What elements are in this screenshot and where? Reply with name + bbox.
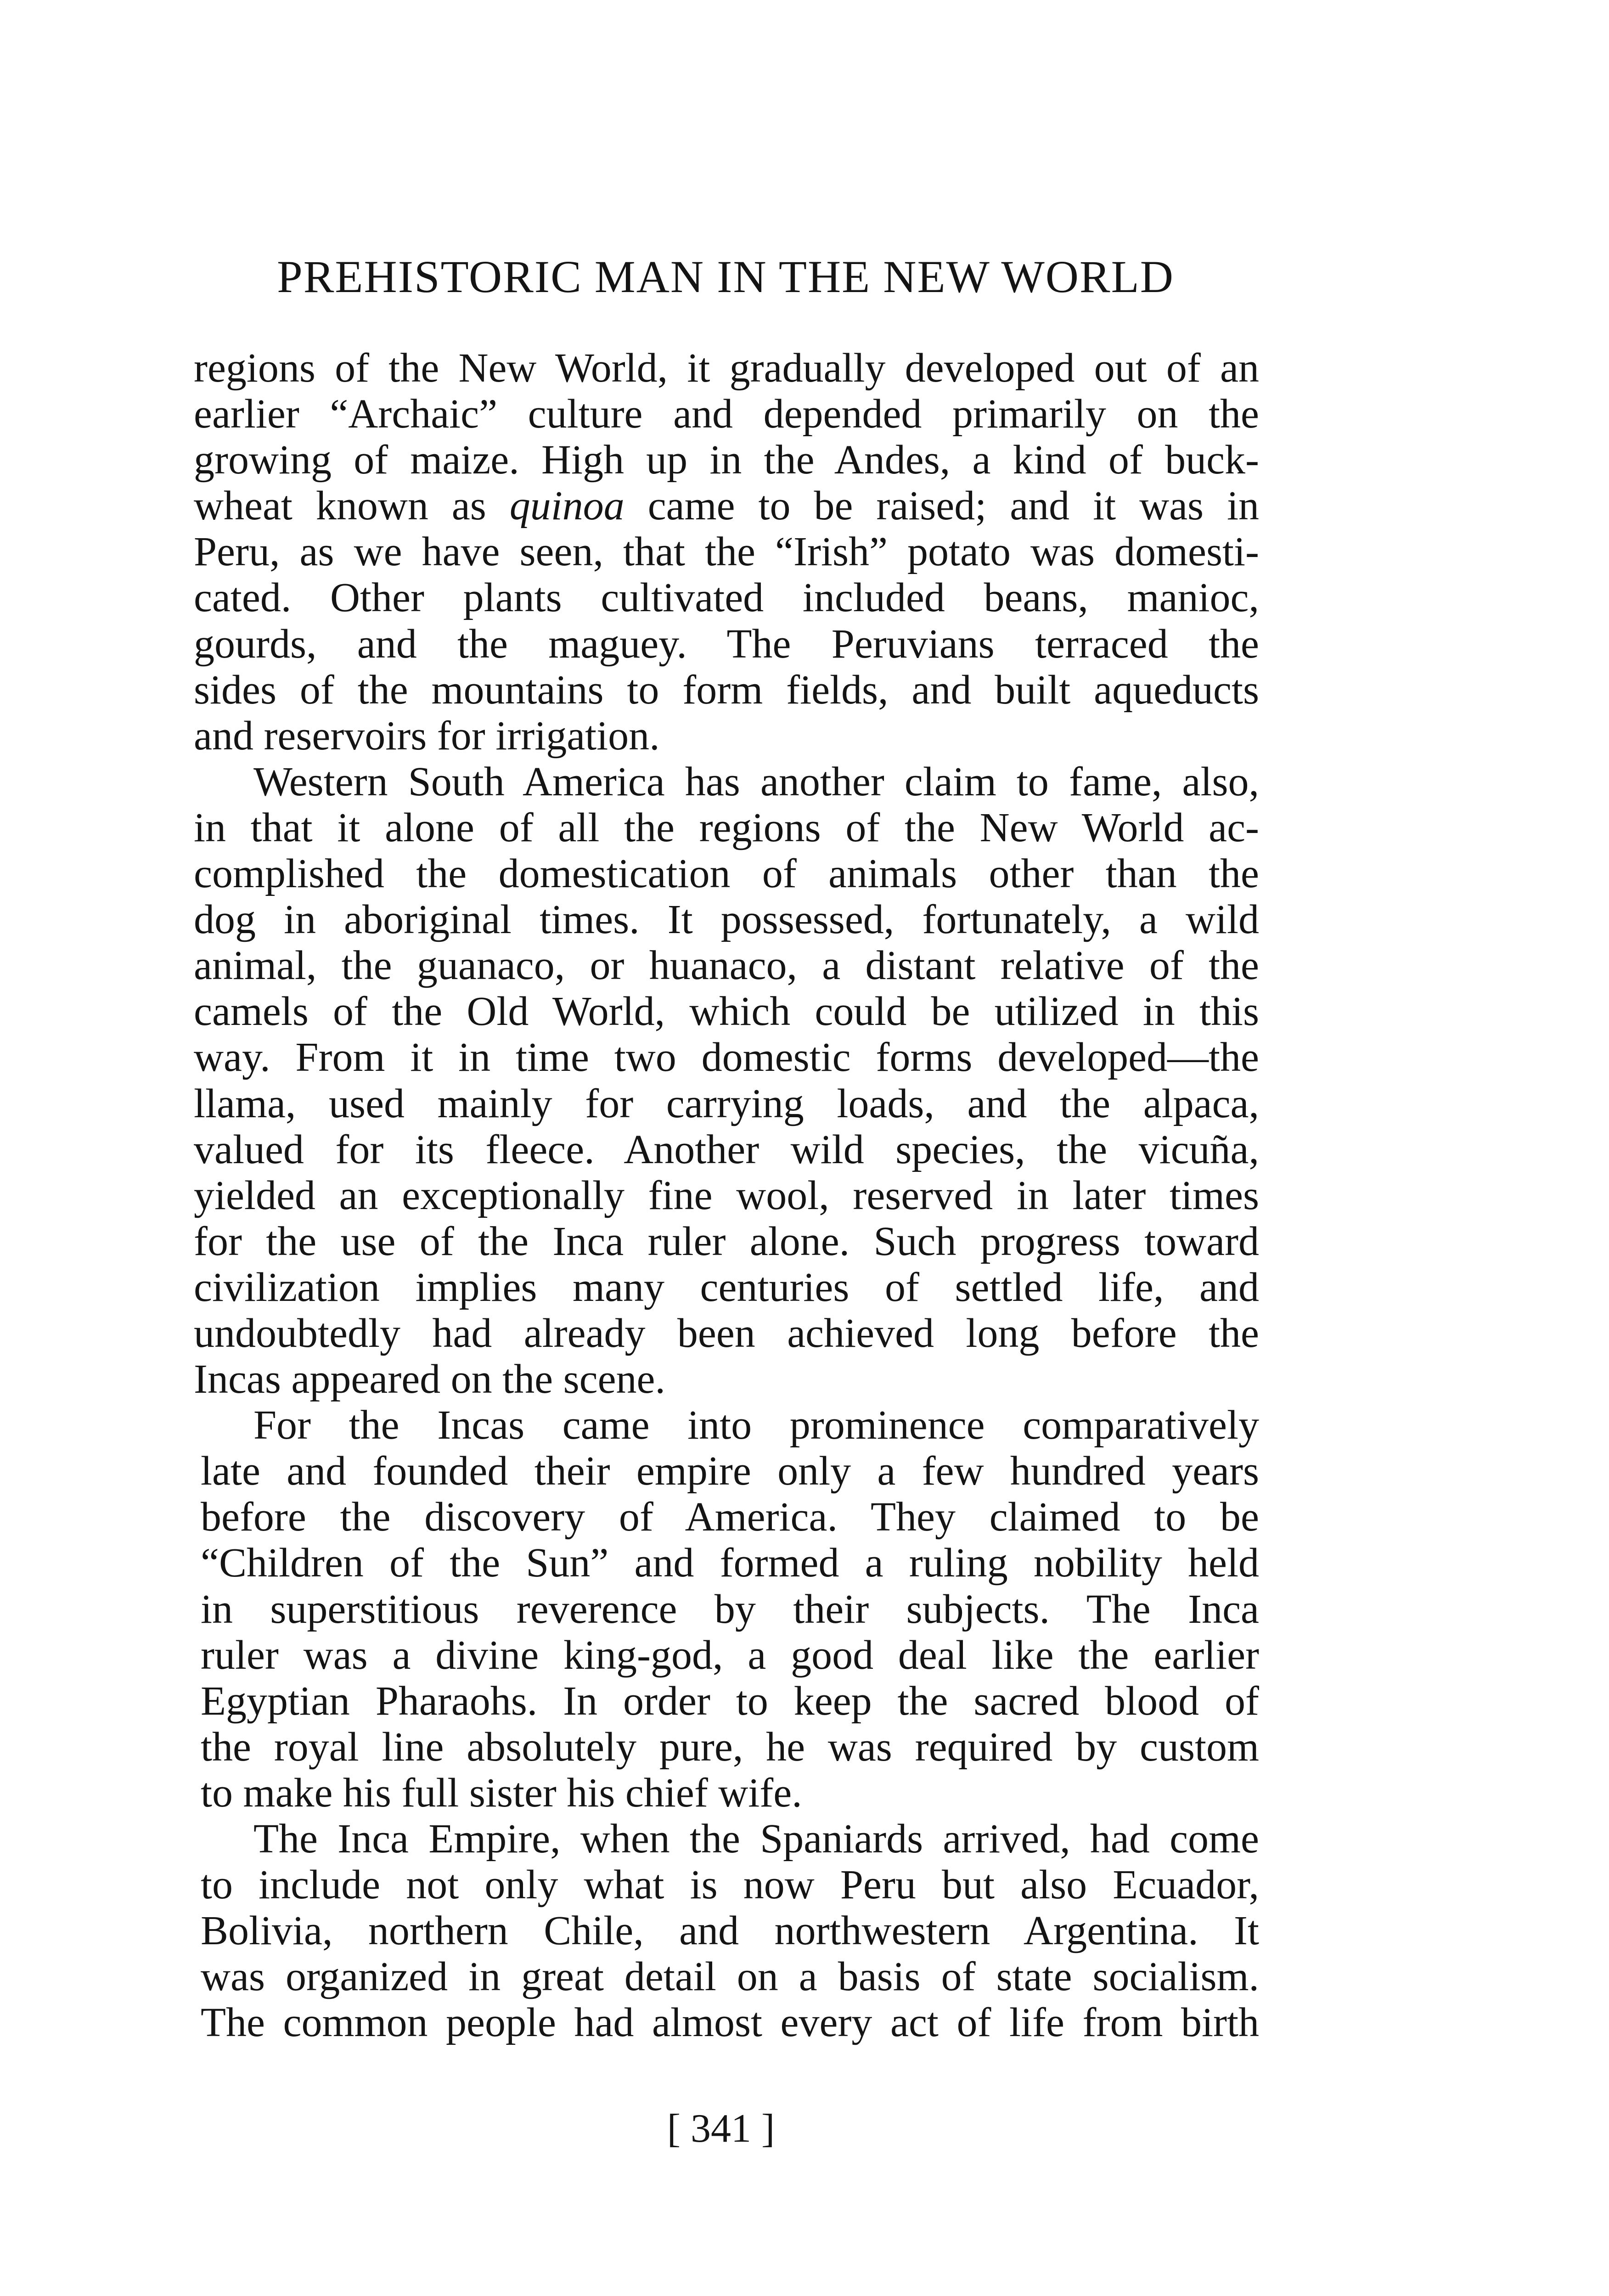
text-line-8: sides of the mountains to form fields, and built aqueducts: [194, 667, 1259, 713]
text-line-10: Western South America has another claim to fame, also,: [253, 759, 1259, 805]
text-line-35: Bolivia, northern Chile, and northwestern Argentina. It: [201, 1908, 1259, 1954]
text-line-3: growing of maize. High up in the Andes, a kind of buck-: [194, 437, 1259, 483]
text-line-25: late and founded their empire only a few hundred years: [201, 1448, 1259, 1494]
text-line-6: cated. Other plants cultivated included beans, manioc,: [194, 575, 1259, 621]
text-line-16: way. From it in time two domestic forms developed—the: [194, 1035, 1259, 1080]
text-line-4-before: wheat known as: [194, 483, 510, 529]
text-line-9: and reservoirs for irrigation.: [194, 713, 660, 759]
text-line-15: camels of the Old World, which could be utilized in this: [194, 989, 1259, 1035]
text-line-11: in that it alone of all the regions of the New World ac-: [194, 805, 1259, 850]
body-text: [194, 345, 1259, 2046]
text-line-28: in superstitious reverence by their subjects. The Inca: [201, 1586, 1259, 1632]
page-number: [ 341 ]: [667, 2106, 775, 2151]
text-line-37: The common people had almost every act of life from birth: [201, 2000, 1259, 2046]
text-line-33: The Inca Empire, when the Spaniards arrived, had come: [253, 1816, 1259, 1862]
text-line-26: before the discovery of America. They claimed to be: [201, 1494, 1259, 1540]
text-line-4: [194, 483, 1259, 529]
text-line-27: “Children of the Sun” and formed a ruling nobility held: [201, 1540, 1259, 1586]
text-line-7: gourds, and the maguey. The Peruvians terraced the: [194, 621, 1259, 667]
text-line-34: to include not only what is now Peru but also Ecuador,: [201, 1862, 1259, 1908]
text-line-36: was organized in great detail on a basis of state socialism.: [201, 1954, 1259, 2000]
text-line-1: regions of the New World, it gradually developed out of an: [194, 345, 1259, 391]
text-line-20: for the use of the Inca ruler alone. Such progress toward: [194, 1218, 1259, 1264]
text-line-5: Peru, as we have seen, that the “Irish” potato was domesti-: [194, 529, 1259, 575]
text-line-23: Incas appeared on the scene.: [194, 1356, 665, 1402]
text-line-31: the royal line absolutely pure, he was required by custom: [201, 1724, 1259, 1770]
text-line-4-after: came to be raised; and it was in: [624, 483, 1260, 529]
text-line-14: animal, the guanaco, or huanaco, a distant relative of the: [194, 943, 1259, 989]
running-head: PREHISTORIC MAN IN THE NEW WORLD: [277, 251, 1174, 302]
text-line-32: to make his full sister his chief wife.: [201, 1770, 802, 1816]
text-line-18: valued for its fleece. Another wild species, the vicuña,: [194, 1126, 1259, 1172]
text-line-29: ruler was a divine king-god, a good deal like the earlier: [201, 1632, 1259, 1678]
text-line-2: earlier “Archaic” culture and depended primarily on the: [194, 391, 1259, 437]
text-line-24: For the Incas came into prominence comparatively: [253, 1402, 1259, 1448]
text-line-13: dog in aboriginal times. It possessed, fortunately, a wild: [194, 897, 1259, 943]
text-line-17: llama, used mainly for carrying loads, and the alpaca,: [194, 1080, 1259, 1126]
text-line-19: yielded an exceptionally fine wool, reserved in later times: [194, 1172, 1259, 1218]
text-line-12: complished the domestication of animals other than the: [194, 851, 1259, 897]
text-line-22: undoubtedly had already been achieved long before the: [194, 1310, 1259, 1356]
text-line-21: civilization implies many centuries of settled life, and: [194, 1264, 1259, 1310]
italic-term-quinoa: quinoa: [509, 483, 624, 529]
text-line-30: Egyptian Pharaohs. In order to keep the sacred blood of: [201, 1678, 1259, 1724]
